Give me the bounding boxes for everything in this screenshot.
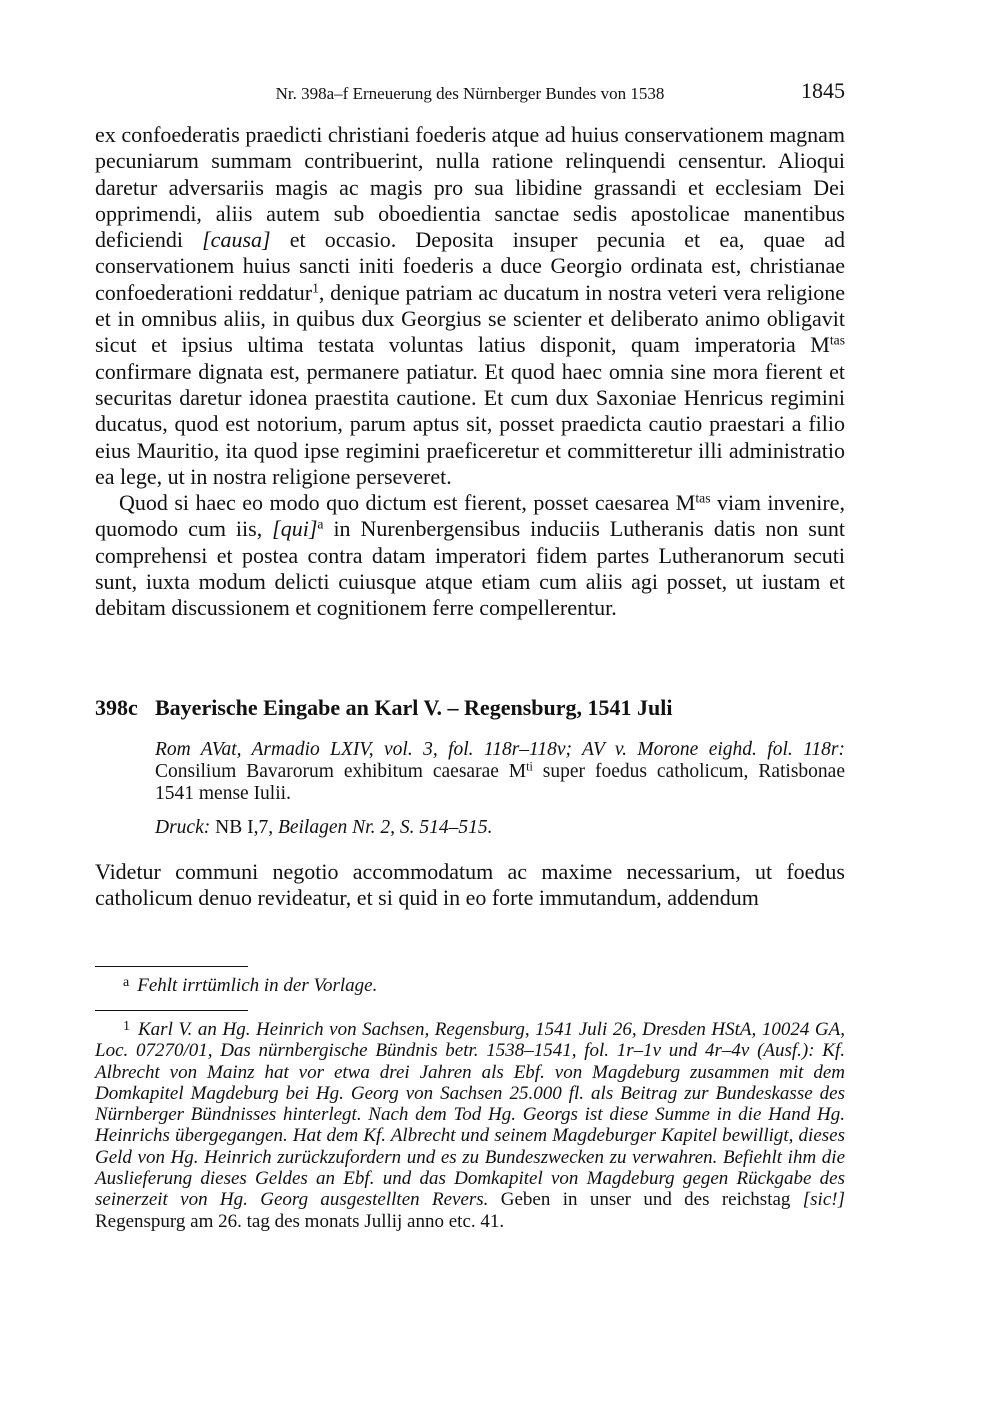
paragraph-1 <box>95 122 845 490</box>
footnote-rule-1 <box>95 1010 248 1011</box>
print-rest: , Beilagen Nr. 2, S. 514–515. <box>268 817 493 838</box>
main-text <box>95 122 845 622</box>
p1-text-4: confirmare dignata est, permanere patiatur. Et quod haec omnia sine mora fierent et securitas daretur idonea praestita cautione. Et cum dux Saxoniae Henricus regimini ducatus, quod est notorium, parum aptus sit, posset praedicta cautio praestari a filio eius Mauritio, ita quod ipse regimini praeficeretur et committeretur illi administratio ea lege, ut in nostra religione perseveret. <box>95 358 845 489</box>
print-ref: NB I,7 <box>210 817 269 838</box>
page-number: 1845 <box>801 78 845 103</box>
p1-text-1: ex confoederatis praedicti christiani foederis atque ad huius conservationem magnam pecuniarum summam contribuerint, nulla ratione relinquendi censentur. Alioqui daretur adversariis magis ac magis pro sua libidine grassandi et ecclesiam Dei opprimendi, aliis autem sub oboedientia sanctae sedis apostolicae manentibus deficiendi <box>95 122 845 253</box>
print-label: Druck: <box>155 817 211 838</box>
editorial-insertion-causa: [causa] <box>202 227 271 253</box>
running-head <box>95 78 845 106</box>
p1-text-2: et occasio. Deposita insuper pecunia et ea, quae ad conservationem huius sancti initi foederis a duce Georgio ordinata est, christianae confoederationi reddatur <box>95 227 845 305</box>
abbreviation-superscript: ti <box>526 759 533 774</box>
source-text-2: super foedus catholicum, Ratisbonae 1541 mense Iulii. <box>155 761 845 804</box>
footnote-rule-a <box>95 966 248 967</box>
footnote-1-sic: [sic!] <box>802 1189 845 1211</box>
editorial-insertion-qui: [qui] <box>272 516 318 542</box>
footnote-1 <box>95 1016 845 1232</box>
source-archive: Rom AVat, Armadio LXIV, vol. 3, fol. 118r–118v; AV v. Morone eighd. fol. 118r: <box>155 739 845 760</box>
footnote-1-text-1: Geben in unser und des reichstag <box>488 1189 803 1211</box>
section-number: 398c <box>95 695 138 720</box>
footnote-a <box>95 972 845 997</box>
running-title: Nr. 398a–f Erneuerung des Nürnberger Bundes von 1538 <box>275 84 665 103</box>
footnote-ref-1[interactable]: 1 <box>312 280 319 296</box>
print-note <box>155 817 845 839</box>
source-text-1: Consilium Bavarorum exhibitum caesarae M <box>155 761 527 782</box>
p2-text-3: in Nurenbergensibus induciis Lutheranis datis non sunt comprehensi et postea contra datam imperatori fidem partes Lutheranorum secuti sunt, iuxta modum delicti cuiusque atque etiam cum aliis agi posset, ut iustam et debitam discussionem et cognitionem ferre compellerentur. <box>95 516 845 621</box>
footnote-a-text: Fehlt irrtümlich in der Vorlage. <box>137 975 378 996</box>
source-note <box>155 739 845 805</box>
footnote-1-text-2: Regenspurg am 26. tag des monats Jullij anno etc. 41. <box>95 1210 505 1232</box>
footnote-ref-a[interactable]: a <box>317 516 324 532</box>
p1-text-3: , denique patriam ac ducatum in nostra veteri vera religione et in omnibus aliis, in quibus dux Georgius se scienter et deliberato animo obligavit sicut et ipsius ultima testata voluntas latius disponit, quam imperatoria M <box>95 279 846 358</box>
section-title: Bayerische Eingabe an Karl V. – Regensburg, 1541 Juli <box>155 695 673 720</box>
section-398c <box>95 695 845 839</box>
footnote-mark-a: a <box>123 975 130 990</box>
section-text: Videtur communi negotio accommodatum ac maxime necessarium, ut foedus catholicum denuo revideatur, et si quid in eo forte immutandum, addendum <box>95 859 845 911</box>
p2-text-1: Quod si haec eo modo quo dictum est fierent, posset caesarea M <box>119 490 696 516</box>
footnote-mark-1: 1 <box>123 1019 130 1034</box>
p2-text-2: viam invenire, quomodo cum iis, <box>95 490 846 542</box>
abbreviation-superscript: tas <box>829 332 845 348</box>
abbreviation-superscript: tas <box>695 490 711 506</box>
paragraph-2 <box>95 490 845 621</box>
footnote-1-summary: Karl V. an Hg. Heinrich von Sachsen, Regensburg, 1541 Juli 26, Dresden HStA, 10024 GA, Loc. 07270/01, Das nürnbergische Bündnis betr. 1538–1541, fol. 1r–1v und 4r–4v (Ausf.): Kf. Albrecht von Mainz hat vor etwa drei Jahren als Ebf. von Magdeburg zusammen mit dem Domkapitel Magdeburg bei Hg. Georg von Sachsen 25.000 fl. als Beitrag zur Bundeskasse des Nürnberger Bündnisses hinterlegt. Nach dem Tod Hg. Georgs ist diese Summe in die Hand Hg. Heinrichs übergegangen. Hat dem Kf. Albrecht und seinem Magdeburger Kapitel bewilligt, dieses Geld von Hg. Heinrich zurückzufordern und es zu Bundeszwecken zu verwahren. Befiehlt ihm die Auslieferung dieses Geldes an Ebf. und das Domkapitel von Magdeburg gegen Rückgabe des seinerzeit von Hg. Georg ausgestellten Revers. <box>95 1019 845 1211</box>
section-heading <box>95 695 845 721</box>
